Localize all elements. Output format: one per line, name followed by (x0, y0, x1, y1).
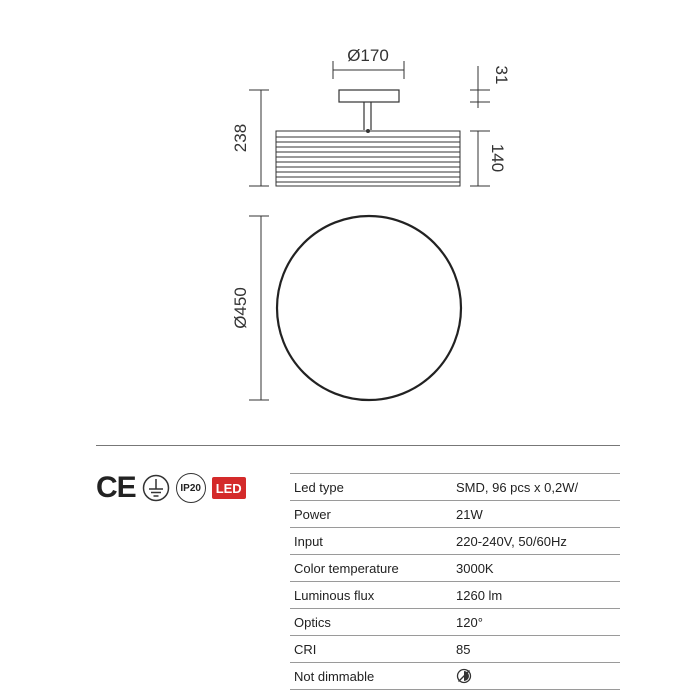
spec-value: 3000K (452, 555, 620, 582)
lamp-top-view (277, 216, 461, 400)
spec-key: Input (290, 528, 452, 555)
lamp-canopy (339, 90, 399, 133)
dim-shade-height-label: 140 (488, 143, 507, 173)
spec-key: Color temperature (290, 555, 452, 582)
table-row (290, 474, 620, 501)
certification-row (96, 471, 246, 505)
section-divider (96, 445, 620, 446)
spec-key: CRI (290, 636, 452, 663)
spec-key: Not dimmable (290, 663, 452, 690)
table-row (290, 501, 620, 528)
spec-value: 120° (452, 609, 620, 636)
dim-shade-height (470, 131, 507, 186)
dim-total-height (231, 90, 269, 186)
lamp-shade (276, 131, 460, 186)
spec-value: SMD, 96 pcs x 0,2W/ (452, 474, 620, 501)
spec-value: 1260 lm (452, 582, 620, 609)
spec-key: Led type (290, 474, 452, 501)
not-dimmable-icon (456, 668, 472, 684)
spec-value: 21W (452, 501, 620, 528)
table-row (290, 609, 620, 636)
dim-total-height-label: 238 (231, 123, 250, 153)
table-row (290, 528, 620, 555)
table-row (290, 636, 620, 663)
dim-canopy-height (470, 66, 511, 108)
ce-mark: CE (96, 471, 136, 504)
dim-diameter-label: Ø450 (231, 287, 250, 329)
dim-diameter (231, 216, 269, 400)
dim-top-diameter-label: Ø170 (347, 46, 389, 65)
spec-key: Power (290, 501, 452, 528)
ip-rating-badge: IP20 (176, 473, 206, 503)
table-row (290, 663, 620, 690)
spec-value-icon (452, 663, 620, 690)
specs-table (290, 473, 620, 690)
table-row (290, 582, 620, 609)
dim-top-diameter (333, 46, 404, 79)
spec-key: Luminous flux (290, 582, 452, 609)
led-badge: LED (212, 477, 246, 499)
spec-value: 85 (452, 636, 620, 663)
ground-icon (142, 474, 170, 502)
spec-key: Optics (290, 609, 452, 636)
dim-canopy-height-label: 31 (492, 65, 511, 85)
table-row (290, 555, 620, 582)
spec-value: 220-240V, 50/60Hz (452, 528, 620, 555)
